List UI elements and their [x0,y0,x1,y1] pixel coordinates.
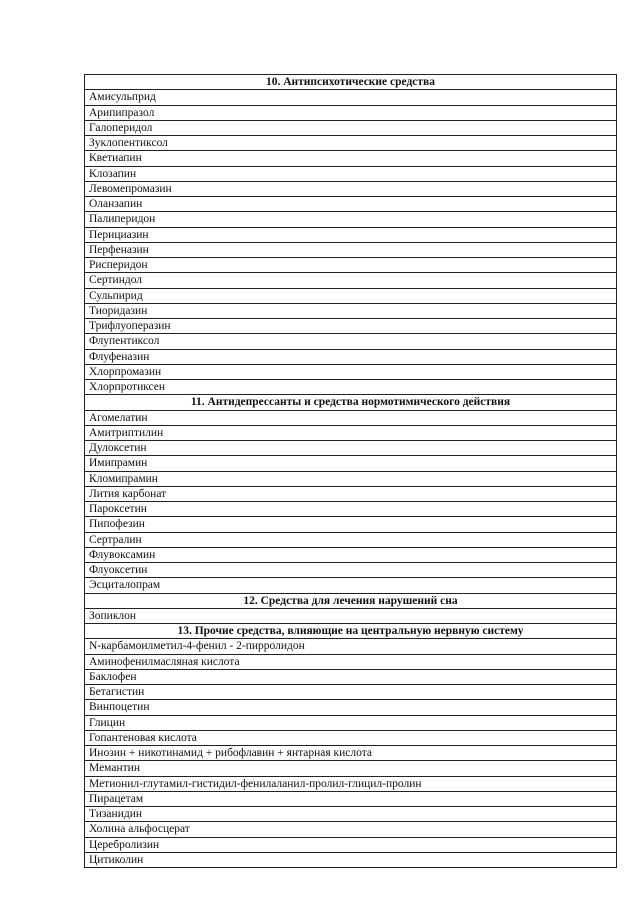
table-row [85,563,617,578]
table-row [85,532,617,547]
table-row [85,258,617,273]
table-row [85,837,617,852]
drug-name-cell: Зопиклон [85,608,617,623]
drug-name-cell: Хлорпромазин [85,364,617,379]
table-row [85,700,617,715]
drug-name-cell: N-карбамоилметил-4-фенил - 2-пирролидон [85,639,617,654]
drug-name-cell: Флувоксамин [85,547,617,562]
drug-name-cell: Арипипразол [85,105,617,120]
drug-name-cell: Глицин [85,715,617,730]
drug-name-cell: Зуклопентиксол [85,136,617,151]
table-row [85,471,617,486]
table-row [85,456,617,471]
table-row [85,715,617,730]
table-row [85,669,617,684]
drug-list-body [85,75,617,868]
drug-name-cell: Сертралин [85,532,617,547]
drug-name-cell: Флуоксетин [85,563,617,578]
table-row [85,151,617,166]
section-title: 13. Прочие средства, влияющие на центральную нервную систему [85,624,617,639]
table-row [85,791,617,806]
section-header-row [85,395,617,410]
drug-name-cell: Холина альфосцерат [85,822,617,837]
table-row [85,242,617,257]
table-row [85,578,617,593]
drug-name-cell: Перфеназин [85,242,617,257]
drug-name-cell: Амитриптилин [85,425,617,440]
table-row [85,502,617,517]
table-row [85,776,617,791]
drug-name-cell: Трифлуоперазин [85,319,617,334]
section-header-row [85,624,617,639]
section-title: 12. Средства для лечения нарушений сна [85,593,617,608]
section-header-row [85,593,617,608]
drug-name-cell: Пипофезин [85,517,617,532]
table-row [85,273,617,288]
table-row [85,319,617,334]
table-row [85,410,617,425]
drug-name-cell: Оланзапин [85,197,617,212]
table-row [85,547,617,562]
table-row [85,334,617,349]
drug-list-table [84,74,617,868]
drug-name-cell: Палиперидон [85,212,617,227]
table-row [85,288,617,303]
table-row [85,120,617,135]
table-row [85,746,617,761]
drug-name-cell: Тиоридазин [85,303,617,318]
table-row [85,380,617,395]
drug-name-cell: Амисульприд [85,90,617,105]
drug-name-cell: Цитиколин [85,852,617,867]
drug-name-cell: Дулоксетин [85,441,617,456]
drug-name-cell: Флуфеназин [85,349,617,364]
table-row [85,441,617,456]
drug-name-cell: Галоперидол [85,120,617,135]
drug-name-cell: Мемантин [85,761,617,776]
drug-name-cell: Пирацетам [85,791,617,806]
table-row [85,166,617,181]
drug-name-cell: Имипрамин [85,456,617,471]
drug-name-cell: Аминофенилмасляная кислота [85,654,617,669]
table-row [85,822,617,837]
table-row [85,685,617,700]
table-row [85,608,617,623]
drug-name-cell: Бетагистин [85,685,617,700]
drug-name-cell: Тизанидин [85,807,617,822]
table-row [85,852,617,867]
table-row [85,303,617,318]
drug-name-cell: Баклофен [85,669,617,684]
table-row [85,486,617,501]
table-row [85,212,617,227]
table-row [85,761,617,776]
table-row [85,197,617,212]
table-row [85,181,617,196]
drug-name-cell: Сульпирид [85,288,617,303]
drug-name-cell: Лития карбонат [85,486,617,501]
table-row [85,639,617,654]
drug-name-cell: Перициазин [85,227,617,242]
table-row [85,136,617,151]
section-header-row [85,75,617,90]
drug-name-cell: Рисперидон [85,258,617,273]
drug-name-cell: Левомепромазин [85,181,617,196]
table-row [85,349,617,364]
drug-name-cell: Пароксетин [85,502,617,517]
drug-name-cell: Клозапин [85,166,617,181]
drug-name-cell: Церебролизин [85,837,617,852]
table-row [85,807,617,822]
drug-name-cell: Сертиндол [85,273,617,288]
section-title: 10. Антипсихотические средства [85,75,617,90]
drug-name-cell: Флупентиксол [85,334,617,349]
table-row [85,364,617,379]
table-row [85,425,617,440]
drug-name-cell: Агомелатин [85,410,617,425]
table-row [85,105,617,120]
drug-name-cell: Хлорпротиксен [85,380,617,395]
drug-name-cell: Метионил-глутамил-гистидил-фенилаланил-пролил-глицил-пролин [85,776,617,791]
drug-name-cell: Винпоцетин [85,700,617,715]
table-row [85,517,617,532]
drug-name-cell: Кломипрамин [85,471,617,486]
table-row [85,227,617,242]
table-row [85,730,617,745]
table-row [85,654,617,669]
drug-name-cell: Гопантеновая кислота [85,730,617,745]
table-row [85,90,617,105]
drug-name-cell: Эсциталопрам [85,578,617,593]
section-title: 11. Антидепрессанты и средства нормотимического действия [85,395,617,410]
drug-name-cell: Инозин + никотинамид + рибофлавин + янтарная кислота [85,746,617,761]
drug-name-cell: Кветиапин [85,151,617,166]
